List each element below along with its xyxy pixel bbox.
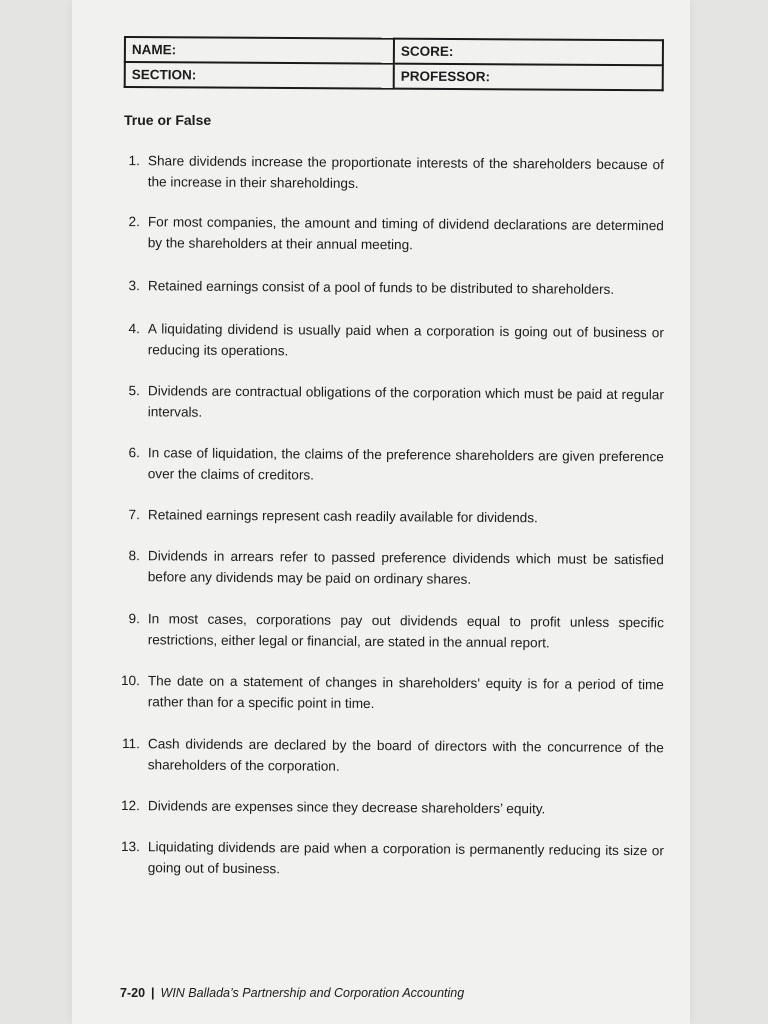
page-footer xyxy=(120,986,464,1000)
name-cell: NAME: xyxy=(125,37,394,64)
question-text: Dividends in arrears refer to passed preference dividends which must be satisfied before any dividends may be paid on ordinary shares. xyxy=(147,548,664,587)
question-text: Dividends are contractual obligations of the corporation which must be paid at regular intervals. xyxy=(147,383,664,420)
question-text: For most companies, the amount and timing of dividend declarations are determined by the shareholders at their annual meeting. xyxy=(147,214,664,253)
book-title: WIN Ballada’s Partnership and Corporation Accounting xyxy=(160,986,465,1000)
question-text: In most cases, corporations pay out dividends equal to profit unless specific restrictions, either legal or financial, are stated in the annual report. xyxy=(147,611,664,651)
professor-cell: PROFESSOR: xyxy=(394,64,663,91)
footer-separator: | xyxy=(151,986,155,1000)
question-number: 9. xyxy=(128,611,140,627)
info-row xyxy=(125,37,663,65)
question-number: 3. xyxy=(128,278,140,294)
question-text: Cash dividends are declared by the board of directors with the concurrence of the shareholders of the corporation. xyxy=(147,736,664,774)
student-info-table xyxy=(124,36,664,91)
question-item xyxy=(116,211,664,257)
question-number: 13. xyxy=(120,839,140,855)
question-text: Dividends are expenses since they decrease shareholders’ equity. xyxy=(147,798,546,817)
question-number: 1. xyxy=(128,153,140,169)
question-text: Share dividends increase the proportionate interests of the shareholders because of the increase in their shareholdings. xyxy=(147,153,664,191)
question-text: Retained earnings represent cash readily available for dividends. xyxy=(147,507,538,526)
question-item xyxy=(116,795,664,820)
section-cell: SECTION: xyxy=(125,62,394,89)
question-item xyxy=(116,275,664,300)
question-item xyxy=(116,504,664,529)
question-number: 6. xyxy=(128,445,140,461)
question-item xyxy=(116,442,664,488)
question-number: 5. xyxy=(128,383,140,399)
question-item xyxy=(116,836,664,882)
question-number: 11. xyxy=(121,736,140,752)
info-row xyxy=(125,62,663,90)
question-number: 8. xyxy=(128,548,140,564)
question-text: A liquidating dividend is usually paid when a corporation is going out of business or reducing its operations. xyxy=(147,321,664,359)
question-item xyxy=(116,318,664,364)
question-number: 12. xyxy=(120,798,140,814)
section-title: True or False xyxy=(124,112,212,128)
question-text: In case of liquidation, the claims of the preference shareholders are given preference over the claims of creditors. xyxy=(147,445,664,483)
question-item xyxy=(116,380,664,426)
question-text: The date on a statement of changes in shareholders' equity is for a period of time rather than for a specific point in time. xyxy=(147,673,664,712)
question-item xyxy=(116,545,664,591)
worksheet-page xyxy=(72,0,690,1024)
question-item xyxy=(116,733,664,779)
question-number: 10. xyxy=(120,673,140,689)
page-number: 7-20 xyxy=(120,986,146,1000)
question-number: 4. xyxy=(128,321,140,337)
score-cell: SCORE: xyxy=(394,39,663,66)
question-number: 7. xyxy=(128,507,140,523)
question-text: Liquidating dividends are paid when a corporation is permanently reducing its size or going out of business. xyxy=(147,839,664,877)
question-item xyxy=(116,670,664,716)
question-number: 2. xyxy=(128,214,140,230)
question-text: Retained earnings consist of a pool of funds to be distributed to shareholders. xyxy=(147,278,615,297)
question-item xyxy=(116,150,664,196)
question-item xyxy=(116,608,664,654)
